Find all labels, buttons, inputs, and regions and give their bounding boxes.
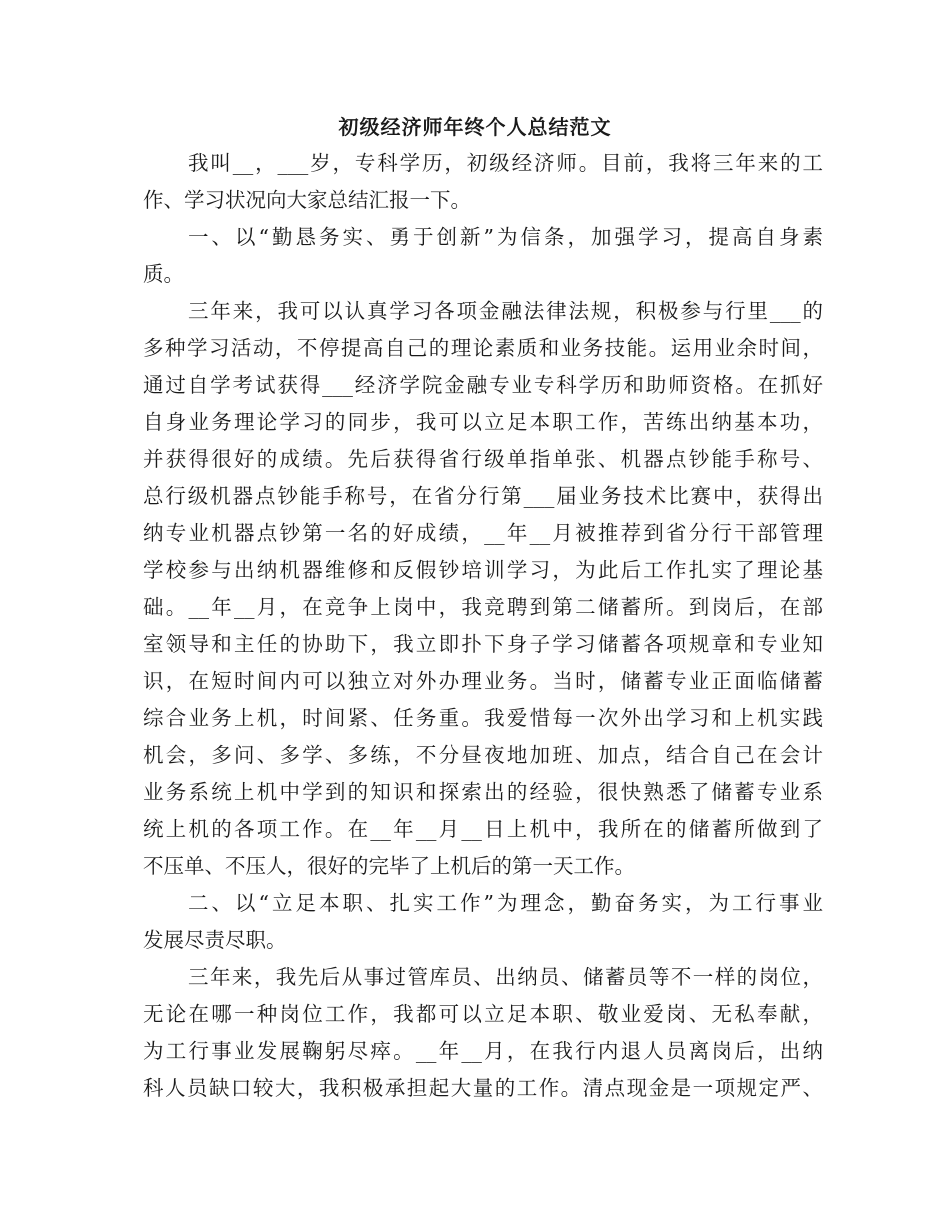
body-line: 作、学习状况向大家总结汇报一下。 [143,188,471,212]
body-line: 多种学习活动，不停提高自己的理论素质和业务技能。运用业余时间， [143,336,823,360]
body-line: 自身业务理论学习的同步，我可以立足本职工作，苦练出纳基本功， [143,410,823,434]
body-line: 不压单、不压人，很好的完毕了上机后的第一天工作。 [143,854,635,878]
body-line: 科人员缺口较大，我积极承担起大量的工作。清点现金是一项规定严、 [143,1076,823,1100]
body-line: 并获得很好的成绩。先后获得省行级单指单张、机器点钞能手称号、 [143,447,823,471]
body-line: 室领导和主任的协助下，我立即扑下身子学习储蓄各项规章和专业知 [143,632,823,656]
body-line: 发展尽责尽职。 [143,928,287,952]
body-line: 机会，多问、多学、多练，不分昼夜地加班、加点，结合自己在会计 [143,743,823,767]
body-line: 质。 [143,262,184,286]
body-line: 一、以“勤恳务实、勇于创新”为信条，加强学习，提高自身素 [188,225,823,249]
body-line: 总行级机器点钞能手称号，在省分行第___届业务技术比赛中，获得出 [143,484,823,508]
body-line: 业务系统上机中学到的知识和探索出的经验，很快熟悉了储蓄专业系 [143,780,823,804]
body-line: 统上机的各项工作。在__年__月__日上机中，我所在的储蓄所做到了 [143,817,823,841]
body-line: 通过自学考试获得___经济学院金融专业专科学历和助师资格。在抓好 [143,373,823,397]
body-line: 为工行事业发展鞠躬尽瘁。__年__月，在我行内退人员离岗后，出纳 [143,1039,823,1063]
body-line: 二、以“立足本职、扎实工作”为理念，勤奋务实，为工行事业 [188,891,823,915]
body-line: 我叫__，___岁，专科学历，初级经济师。目前，我将三年来的工 [188,151,823,175]
body-line: 学校参与出纳机器维修和反假钞培训学习，为此后工作扎实了理论基 [143,558,823,582]
body-line: 础。__年__月，在竞争上岗中，我竞聘到第二储蓄所。到岗后，在部 [143,595,823,619]
body-line: 三年来，我可以认真学习各项金融法律法规，积极参与行里___的 [188,299,823,323]
body-line: 识，在短时间内可以独立对外办理业务。当时，储蓄专业正面临储蓄 [143,669,823,693]
body-line: 综合业务上机，时间紧、任务重。我爱惜每一次外出学习和上机实践 [143,706,823,730]
body-line: 纳专业机器点钞第一名的好成绩，__年__月被推荐到省分行干部管理 [143,521,823,545]
document-title: 初级经济师年终个人总结范文 [338,115,612,139]
body-line: 无论在哪一种岗位工作，我都可以立足本职、敬业爱岗、无私奉献， [143,1002,823,1026]
body-line: 三年来，我先后从事过管库员、出纳员、储蓄员等不一样的岗位， [188,965,823,989]
